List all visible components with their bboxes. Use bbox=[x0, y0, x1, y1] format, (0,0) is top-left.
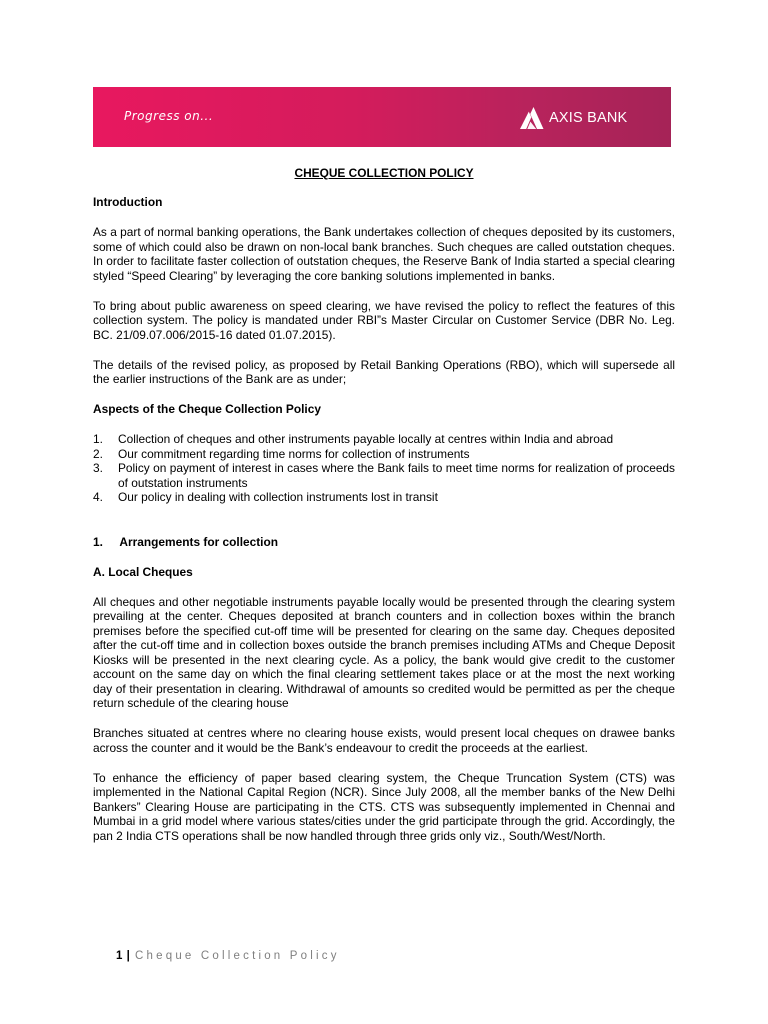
axis-logo-icon bbox=[520, 107, 544, 129]
list-item-text: Policy on payment of interest in cases where the Bank fails to meet time norms for realization of proceeds of outstation instruments bbox=[118, 461, 675, 490]
document-title: CHEQUE COLLECTION POLICY bbox=[294, 166, 474, 180]
footer-separator: | bbox=[126, 950, 130, 962]
list-item-number: 4. bbox=[93, 490, 103, 504]
list-item bbox=[93, 461, 675, 490]
banner-tagline: Progress on... bbox=[124, 109, 214, 123]
local-cheques-paragraph-2: Branches situated at centres where no clearing house exists, would present local cheques on drawee banks across the counter and it would be the Bank’s endeavour to credit the proceeds at the earliest. bbox=[93, 726, 675, 755]
introduction-heading: Introduction bbox=[93, 195, 163, 209]
footer-title: Cheque Collection Policy bbox=[135, 950, 340, 962]
local-cheques-heading: A. Local Cheques bbox=[93, 564, 193, 579]
axis-bank-logo bbox=[520, 107, 627, 129]
list-item-number: 3. bbox=[93, 461, 103, 475]
list-item bbox=[93, 490, 675, 505]
header-banner bbox=[93, 87, 671, 147]
list-item-number: 2. bbox=[93, 446, 103, 461]
local-cheques-paragraph-3: To enhance the efficiency of paper based clearing system, the Cheque Truncation System (CTS) was implemented in the National Capital Region (NCR). Since July 2008, all the member banks of the New Delhi Bankers” Clearing House are participating in the CTS. CTS was subsequently implemented in Chennai and Mumbai in a grid model where various states/cities under the grid participate through the grid. Accordingly, the pan 2 India CTS operations shall be now handled through three grids only viz., South/West/North. bbox=[93, 770, 675, 843]
page-footer bbox=[116, 949, 340, 963]
intro-paragraph-3: The details of the revised policy, as proposed by Retail Banking Operations (RBO), which will supersede all the earlier instructions of the Bank are as under; bbox=[93, 357, 675, 386]
list-item bbox=[93, 432, 675, 447]
document-body bbox=[93, 166, 675, 843]
page-number: 1 bbox=[116, 950, 123, 962]
list-item-text: Our commitment regarding time norms for collection of instruments bbox=[118, 446, 470, 461]
list-item-text: Our policy in dealing with collection instruments lost in transit bbox=[118, 490, 438, 504]
list-item bbox=[93, 447, 675, 462]
logo-text: AXIS BANK bbox=[549, 110, 628, 126]
aspects-list bbox=[93, 432, 675, 505]
section-1-heading: 1. Arrangements for collection bbox=[93, 534, 279, 549]
list-item-text: Collection of cheques and other instruments payable locally at centres within India and abroad bbox=[118, 432, 614, 446]
intro-paragraph-2: To bring about public awareness on speed clearing, we have revised the policy to reflect the features of this collection system. The policy is mandated under RBI”s Master Circular on Customer Service (DBR No. Leg. BC. 21/09.07.006/2015-16 dated 01.07.2015). bbox=[93, 298, 675, 342]
local-cheques-paragraph-1: All cheques and other negotiable instruments payable locally would be presented through the clearing system prevailing at the center. Cheques deposited at branch counters and in collection boxes within the branch premises before the specified cut-off time will be presented for clearing on the same day. Cheques deposited after the cut-off time and in collection boxes outside the branch premises including ATMs and Cheque Deposit Kiosks will be presented in the next clearing cycle. As a policy, the bank would give credit to the customer account on the same day on which the final clearing settlement takes place or at the most the next working day of their presentation in clearing. Withdrawal of amounts so credited would be permitted as per the cheque return schedule of the clearing house bbox=[93, 594, 675, 710]
list-item-number: 1. bbox=[93, 432, 103, 446]
aspects-heading: Aspects of the Cheque Collection Policy bbox=[93, 402, 321, 416]
intro-paragraph-1: As a part of normal banking operations, the Bank undertakes collection of cheques deposited by its customers, some of which could also be drawn on non-local bank branches. Such cheques are called outstation cheques. In order to facilitate faster collection of outstation cheques, the Reserve Bank of India started a special clearing styled “Speed Clearing” by leveraging the core banking solutions implemented in banks. bbox=[93, 225, 675, 283]
